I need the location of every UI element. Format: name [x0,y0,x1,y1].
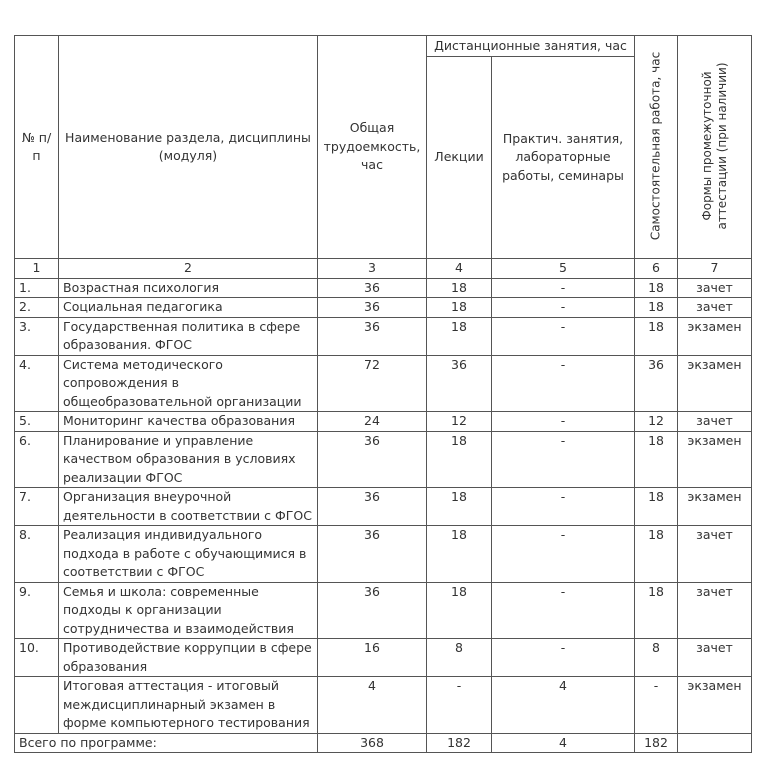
header-distance: Дистанционные занятия, час [427,36,635,57]
header-forms-line2: аттестации (при наличии) [714,62,729,230]
row-practice: - [492,639,635,677]
row-self: 18 [635,582,678,639]
row-lectures: 18 [427,317,492,355]
header-forms [678,36,752,259]
row-self: 18 [635,488,678,526]
row-total: 36 [318,317,427,355]
header-name: Наименование раздела, дисциплины (модуля) [59,36,318,259]
curriculum-table [14,35,752,753]
row-number: 2. [15,298,59,318]
row-total: 16 [318,639,427,677]
row-title: Государственная политика в сфере образования. ФГОС [59,317,318,355]
table-body [15,278,752,733]
row-lectures: 18 [427,488,492,526]
table-row [15,298,752,318]
row-title: Реализация индивидуального подхода в работе с обучающимися в соответствии с ФГОС [59,526,318,583]
total-row [15,733,752,753]
row-self: - [635,677,678,734]
row-lectures: 18 [427,431,492,488]
row-self: 18 [635,317,678,355]
row-total: 36 [318,431,427,488]
row-total: 24 [318,412,427,432]
row-self: 18 [635,298,678,318]
row-lectures: 18 [427,526,492,583]
row-lectures: 36 [427,355,492,412]
row-practice: - [492,431,635,488]
total-hours: 368 [318,733,427,753]
row-form: экзамен [678,677,752,734]
row-number: 3. [15,317,59,355]
row-number: 4. [15,355,59,412]
row-title: Система методического сопровождения в общеобразовательной организации [59,355,318,412]
row-number: 6. [15,431,59,488]
row-lectures: 18 [427,278,492,298]
total-lectures: 182 [427,733,492,753]
row-practice: - [492,582,635,639]
table-row [15,488,752,526]
col-number: 2 [59,259,318,279]
row-number: 1. [15,278,59,298]
row-total: 72 [318,355,427,412]
row-total: 36 [318,582,427,639]
row-self: 36 [635,355,678,412]
col-number: 3 [318,259,427,279]
row-practice: - [492,412,635,432]
row-form: зачет [678,639,752,677]
row-self: 12 [635,412,678,432]
header-num: № п/п [15,36,59,259]
row-self: 8 [635,639,678,677]
row-title: Противодействие коррупции в сфере образования [59,639,318,677]
row-form: экзамен [678,355,752,412]
table-row [15,677,752,734]
row-title: Мониторинг качества образования [59,412,318,432]
row-form: экзамен [678,488,752,526]
header-self [635,36,678,259]
header-lectures: Лекции [427,57,492,259]
row-title: Возрастная психология [59,278,318,298]
row-self: 18 [635,431,678,488]
row-number: 5. [15,412,59,432]
row-total: 36 [318,488,427,526]
row-lectures: 18 [427,582,492,639]
row-title: Планирование и управление качеством образования в условиях реализации ФГОС [59,431,318,488]
row-title: Семья и школа: современные подходы к организации сотрудничества и взаимодействия [59,582,318,639]
table-row [15,412,752,432]
row-practice: - [492,526,635,583]
table-row [15,317,752,355]
total-form [678,733,752,753]
header-forms-text [700,62,730,229]
row-title: Социальная педагогика [59,298,318,318]
col-number: 1 [15,259,59,279]
row-total: 36 [318,526,427,583]
total-self: 182 [635,733,678,753]
row-number: 8. [15,526,59,583]
row-form: зачет [678,278,752,298]
row-practice: - [492,317,635,355]
row-practice: - [492,298,635,318]
total-practice: 4 [492,733,635,753]
row-lectures: 12 [427,412,492,432]
header-practice: Практич. занятия, лабораторные работы, семинары [492,57,635,259]
table-row [15,582,752,639]
row-practice: - [492,488,635,526]
row-number [15,677,59,734]
row-practice: - [492,355,635,412]
col-number: 4 [427,259,492,279]
row-lectures: 18 [427,298,492,318]
table-row [15,431,752,488]
col-number: 6 [635,259,678,279]
col-number: 5 [492,259,635,279]
header-row-top [15,36,752,57]
row-form: зачет [678,412,752,432]
col-number: 7 [678,259,752,279]
row-lectures: - [427,677,492,734]
row-lectures: 8 [427,639,492,677]
row-number: 10. [15,639,59,677]
table-row [15,639,752,677]
row-total: 4 [318,677,427,734]
row-title: Итоговая аттестация - итоговый междисциплинарный экзамен в форме компьютерного тестирования [59,677,318,734]
row-total: 36 [318,278,427,298]
row-number: 9. [15,582,59,639]
row-title: Организация внеурочной деятельности в соответствии с ФГОС [59,488,318,526]
row-number: 7. [15,488,59,526]
row-form: экзамен [678,431,752,488]
row-self: 18 [635,278,678,298]
header-total: Общая трудоемкость, час [318,36,427,259]
table-row [15,355,752,412]
table-row [15,278,752,298]
table-row [15,526,752,583]
row-total: 36 [318,298,427,318]
header-forms-line1: Формы промежуточной [699,71,714,221]
row-form: зачет [678,526,752,583]
total-label: Всего по программе: [15,733,318,753]
row-practice: - [492,278,635,298]
column-numbers-row [15,259,752,279]
header-self-text: Самостоятельная работа, час [648,51,663,241]
row-form: экзамен [678,317,752,355]
row-self: 18 [635,526,678,583]
row-form: зачет [678,298,752,318]
row-practice: 4 [492,677,635,734]
row-form: зачет [678,582,752,639]
